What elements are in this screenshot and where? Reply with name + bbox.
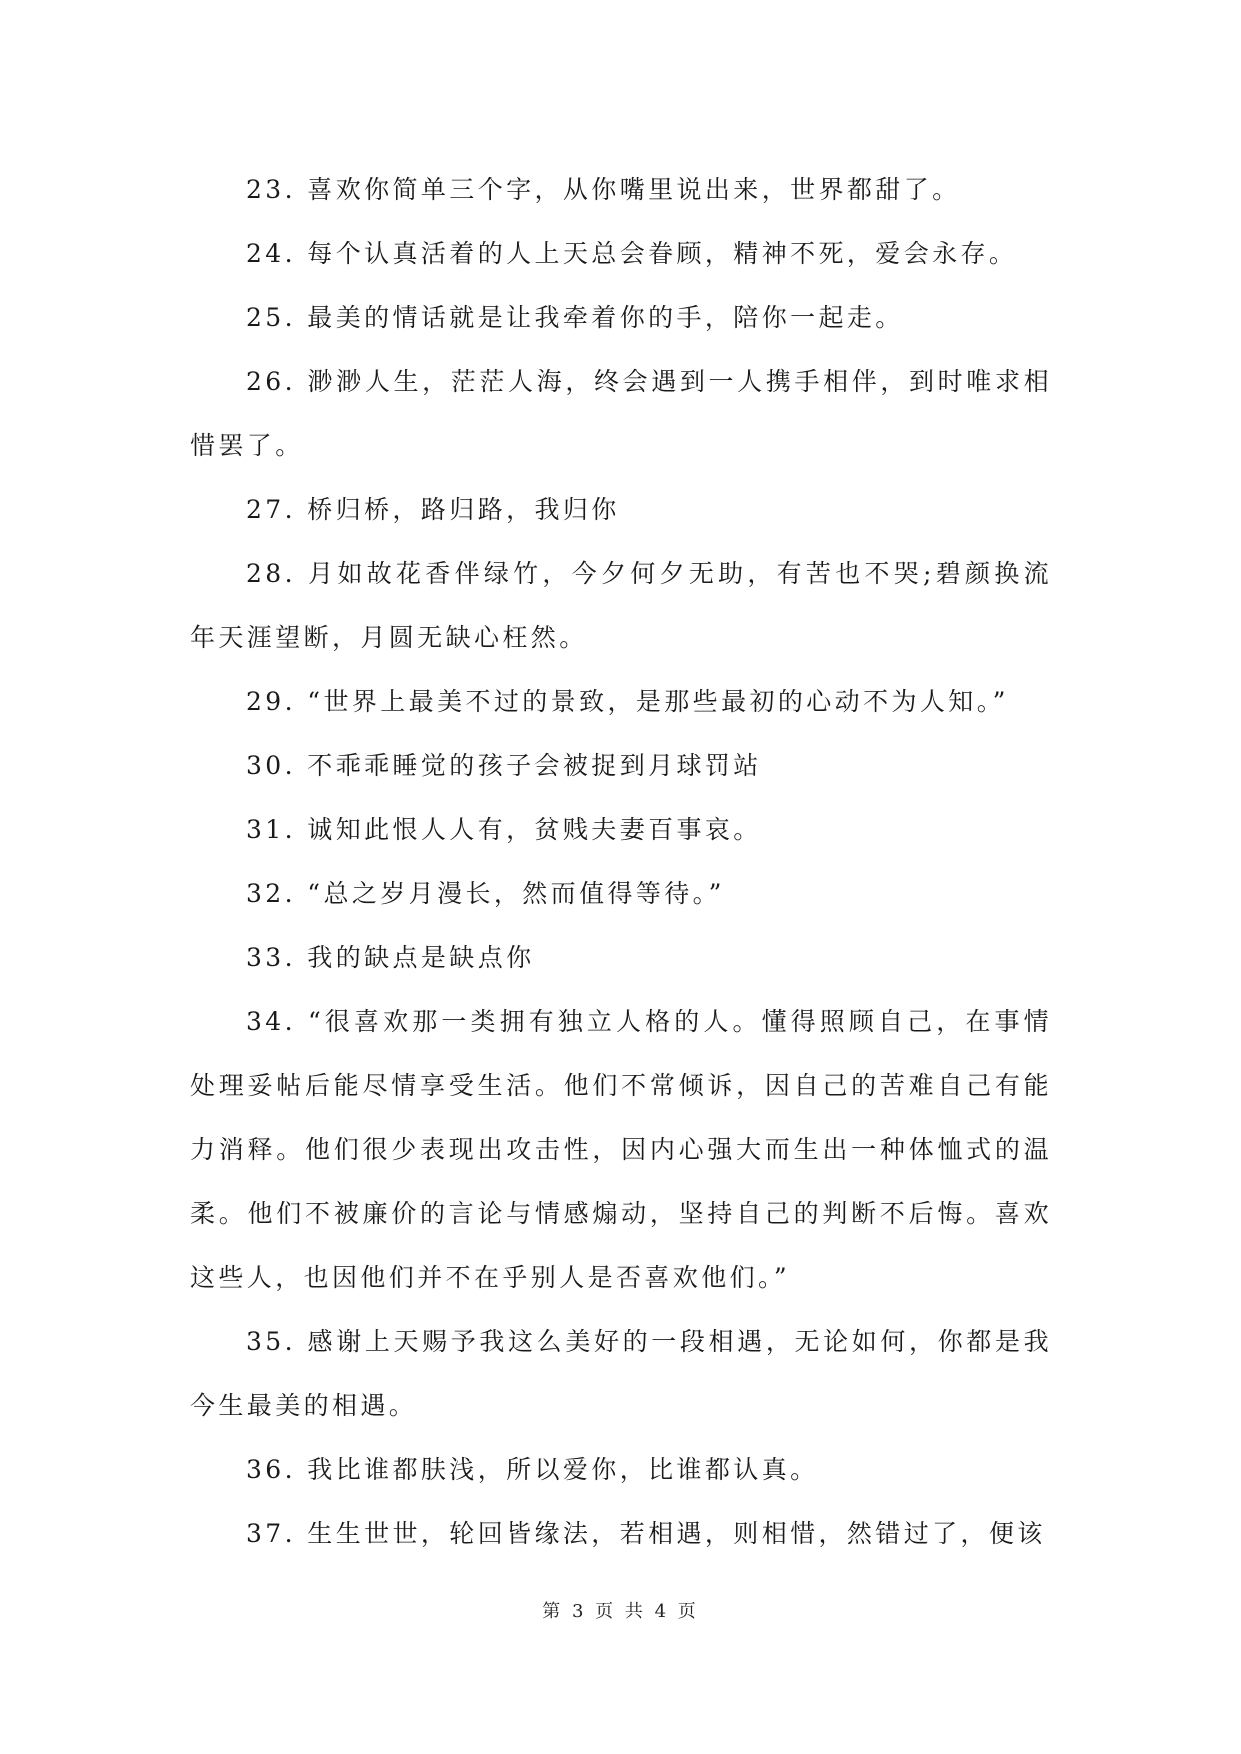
paragraph-35: 35. 感谢上天赐予我这么美好的一段相遇，无论如何，你都是我今生最美的相遇。 — [190, 1327, 1052, 1420]
paragraph-28: 28. 月如故花香伴绿竹，今夕何夕无助，有苦也不哭;碧颜换流年天涯望断，月圆无缺心枉然。 — [190, 559, 1052, 652]
paragraph-34: 34. “很喜欢那一类拥有独立人格的人。懂得照顾自己，在事情处理妥帖后能尽情享受生活。他们不常倾诉，因自己的苦难自己有能力消释。他们很少表现出攻击性，因内心强大而生出一种体恤式的温柔。他们不被廉价的言论与情感煽动，坚持自己的判断不后悔。喜欢这些人，也因他们并不在乎别人是否喜欢他们。” — [190, 1007, 1052, 1292]
paragraph-32: 32. “总之岁月漫长，然而值得等待。” — [246, 879, 725, 908]
paragraph-29: 29. “世界上最美不过的景致，是那些最初的心动不为人知。” — [246, 687, 1009, 716]
document-body — [190, 158, 1052, 1566]
paragraph-25: 25. 最美的情话就是让我牵着你的手，陪你一起走。 — [246, 303, 904, 332]
paragraph-33: 33. 我的缺点是缺点你 — [246, 943, 535, 972]
paragraph-27: 27. 桥归桥，路归路，我归你 — [246, 495, 620, 524]
paragraph-37: 37. 生生世世，轮回皆缘法，若相遇，则相惜，然错过了，便该 — [246, 1519, 1046, 1548]
paragraph-23: 23. 喜欢你简单三个字，从你嘴里说出来，世界都甜了。 — [246, 175, 961, 204]
paragraph-24: 24. 每个认真活着的人上天总会眷顾，精神不死，爱会永存。 — [246, 239, 1018, 268]
paragraph-26: 26. 渺渺人生，茫茫人海，终会遇到一人携手相伴，到时唯求相惜罢了。 — [190, 367, 1052, 460]
paragraph-30: 30. 不乖乖睡觉的孩子会被捉到月球罚站 — [246, 751, 762, 780]
paragraph-36: 36. 我比谁都肤浅，所以爱你，比谁都认真。 — [246, 1455, 819, 1484]
paragraph-31: 31. 诚知此恨人人有，贫贱夫妻百事哀。 — [246, 815, 762, 844]
page-number-footer: 第 3 页 共 4 页 — [542, 1601, 699, 1622]
